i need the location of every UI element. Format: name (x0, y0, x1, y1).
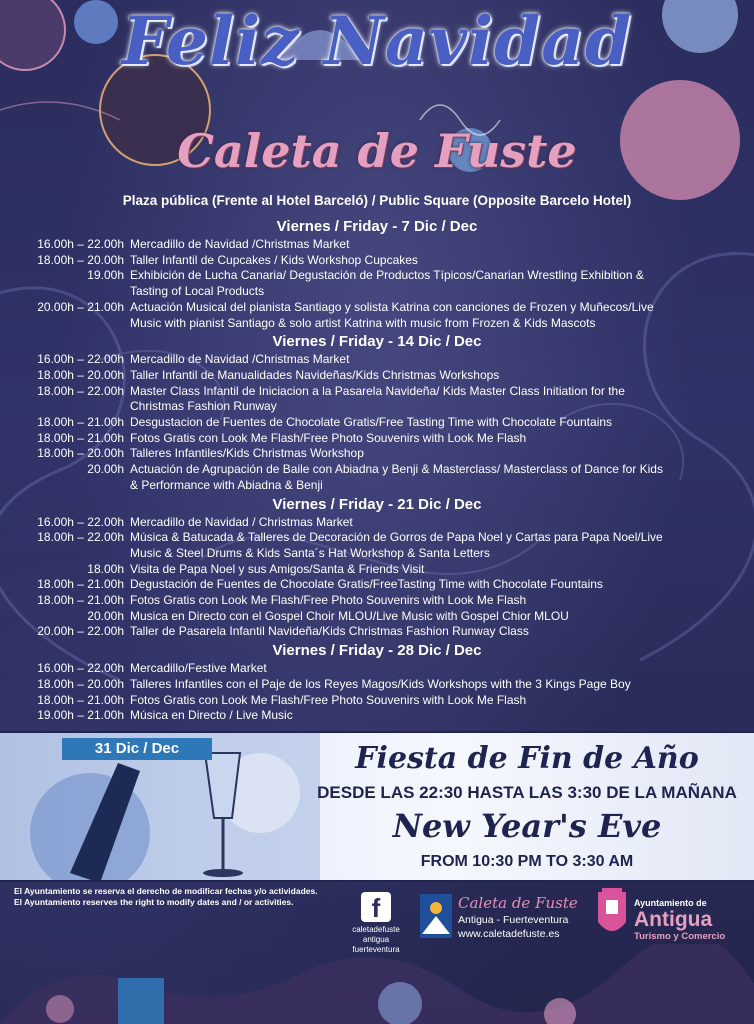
schedule-row (0, 577, 754, 593)
event-description: Fotos Gratis con Look Me Flash/Free Photo Souvenirs with Look Me Flash (130, 430, 527, 445)
event-time (0, 399, 130, 415)
poster-subtitle: Caleta de Fuste (177, 124, 577, 178)
event-description: Musica en Directo con el Gospel Choir MLOU/Live Music with Gospel Chior MLOU (130, 608, 569, 623)
event-description: Christmas Fashion Runway (130, 399, 277, 414)
facebook-handle-line: fuerteventura (352, 945, 400, 954)
schedule-row (0, 253, 754, 269)
footer (0, 884, 754, 1024)
event-time (0, 546, 130, 562)
caleta-place: Antigua - Fuerteventura (458, 914, 569, 926)
schedule-row (0, 284, 754, 300)
disclaimer-line: El Ayuntamiento reserves the right to modify dates and / or activities. (14, 897, 294, 907)
schedule-row (0, 316, 754, 332)
new-year-date-badge: 31 Dic / Dec (62, 738, 212, 760)
event-time: 18.00h – 22.00h (37, 530, 124, 545)
event-time: 20.00h (87, 462, 124, 477)
event-description: Música & Batucada & Talleres de Decoración de Gorros de Papa Noel y Cartas para Papa Noel/Live (130, 530, 663, 545)
schedule-row (0, 661, 754, 677)
caleta-website-link[interactable]: www.caletadefuste.es (458, 928, 560, 940)
event-time: 18.00h – 20.00h (37, 367, 124, 382)
event-time: 19.00h (87, 268, 124, 283)
antigua-line-3: Turismo y Comercio (634, 931, 726, 942)
event-time: 18.00h – 21.00h (37, 577, 124, 592)
event-time (0, 316, 130, 332)
event-description: Fotos Gratis con Look Me Flash/Free Photo Souvenirs with Look Me Flash (130, 593, 527, 608)
event-time: 16.00h – 22.00h (37, 661, 124, 676)
day-heading: Viernes / Friday - 21 Dic / Dec (272, 495, 482, 513)
event-description: Mercadillo de Navidad / Christmas Market (130, 514, 353, 529)
event-time: 20.00h – 22.00h (37, 624, 124, 639)
event-time: 16.00h – 22.00h (37, 514, 124, 529)
event-time: 18.00h – 20.00h (37, 252, 124, 267)
day-heading: Viernes / Friday - 14 Dic / Dec (272, 333, 482, 351)
schedule-row (0, 384, 754, 400)
event-description: Music with pianist Santiago & solo artist Katrina with music from Frozen & Kids Mascots (130, 315, 596, 330)
schedule-row (0, 462, 754, 478)
event-time: 18.00h – 20.00h (37, 446, 124, 461)
schedule-row (0, 693, 754, 709)
schedule-row (0, 562, 754, 578)
event-time: 18.00h – 22.00h (37, 383, 124, 398)
event-location: Plaza pública (Frente al Hotel Barceló) / Public Square (Opposite Barcelo Hotel) (122, 193, 632, 208)
event-description: Taller de Pasarela Infantil Navideña/Kids Christmas Fashion Runway Class (130, 624, 529, 639)
antigua-line-1: Ayuntamiento de (634, 898, 707, 908)
event-time: 18.00h – 21.00h (37, 593, 124, 608)
event-description: Mercadillo/Festive Market (130, 661, 267, 676)
schedule-row (0, 446, 754, 462)
schedule-row (0, 593, 754, 609)
event-time: 18.00h – 21.00h (37, 692, 124, 707)
event-time: 18.00h – 21.00h (37, 415, 124, 430)
event-description: Actuación de Agrupación de Baile con Abiadna y Benji & Masterclass/ Masterclass of Dance for Kids (130, 462, 663, 477)
caleta-mark-icon (420, 894, 452, 938)
event-time: 18.00h – 20.00h (37, 676, 124, 691)
schedule-row (0, 478, 754, 494)
event-description: Fotos Gratis con Look Me Flash/Free Photo Souvenirs with Look Me Flash (130, 692, 527, 707)
disclaimer-line: El Ayuntamiento se reserva el derecho de modificar fechas y/o actividades. (14, 886, 318, 896)
event-description: Music & Steel Drums & Kids Santa´s Hat Workshop & Santa Letters (130, 545, 490, 560)
schedule-row (0, 368, 754, 384)
event-description: Actuación Musical del pianista Santiago y solista Katrina con canciones de Frozen y Muñecos/Live (130, 299, 654, 314)
event-description: Mercadillo de Navidad /Christmas Market (130, 352, 350, 367)
caleta-de-fuste-logo (420, 892, 590, 942)
event-description: Mercadillo de Navidad /Christmas Market (130, 237, 350, 251)
schedule-row (0, 677, 754, 693)
header (0, 0, 754, 222)
event-time: 18.00h (87, 561, 124, 576)
disclaimer (14, 886, 318, 908)
new-year-title-en: New Year's Eve (392, 807, 662, 845)
poster-title: Feliz Navidad (121, 2, 633, 80)
schedule-row (0, 431, 754, 447)
event-description: Desgustacion de Fuentes de Chocolate Gratis/Free Tasting Time with Chocolate Fountains (130, 415, 613, 430)
schedule-row (0, 415, 754, 431)
schedule-row (0, 530, 754, 546)
facebook-handle-line: antigua (362, 935, 390, 944)
schedule-row (0, 399, 754, 415)
day-heading: Viernes / Friday - 7 Dic / Dec (276, 218, 478, 235)
event-time: 18.00h – 21.00h (37, 430, 124, 445)
event-description: Tasting of Local Products (130, 284, 265, 299)
schedule-row (0, 237, 754, 253)
new-year-banner (0, 731, 754, 882)
event-description: Exhibición de Lucha Canaria/ Degustación de Productos Típicos/Canarian Wrestling Exhibition & (130, 268, 644, 283)
day-heading: Viernes / Friday - 28 Dic / Dec (272, 642, 482, 660)
event-description: Talleres Infantiles/Kids Christmas Workshop (130, 446, 364, 461)
schedule (0, 216, 754, 724)
schedule-row (0, 708, 754, 724)
schedule-row (0, 352, 754, 368)
event-time: 20.00h (87, 608, 124, 623)
event-description: Visita de Papa Noel y sus Amigos/Santa & Friends Visit (130, 561, 425, 576)
ayuntamiento-antigua-logo (596, 888, 746, 948)
event-description: Master Class Infantil de Iniciacion a la Pasarela Navideña/ Kids Master Class Initiation for the (130, 383, 625, 398)
new-year-time-en: FROM 10:30 PM TO 3:30 AM (420, 853, 634, 870)
event-description: Taller Infantil de Manualidades Navideñas/Kids Christmas Workshops (130, 367, 500, 382)
antigua-line-2: Antigua (634, 908, 713, 931)
new-year-time-es: DESDE LAS 22:30 HASTA LAS 3:30 DE LA MAÑANA (317, 783, 737, 802)
event-description: Degustación de Fuentes de Chocolate Gratis/FreeTasting Time with Chocolate Fountains (130, 577, 603, 592)
facebook-handle-line: caletadefuste (352, 925, 400, 934)
schedule-row (0, 624, 754, 640)
schedule-row (0, 300, 754, 316)
event-time: 19.00h – 21.00h (37, 708, 124, 723)
schedule-row (0, 546, 754, 562)
new-year-title-es: Fiesta de Fin de Año (355, 741, 699, 776)
schedule-row (0, 609, 754, 625)
event-time (0, 284, 130, 300)
antigua-shield-icon (596, 888, 628, 942)
schedule-row (0, 515, 754, 531)
event-time (0, 478, 130, 494)
event-time: 16.00h – 22.00h (37, 352, 124, 367)
facebook-icon: f (361, 892, 391, 922)
event-description: Taller Infantil de Cupcakes / Kids Workshop Cupcakes (130, 252, 418, 267)
schedule-row (0, 268, 754, 284)
event-description: Música en Directo / Live Music (130, 708, 293, 723)
event-time: 16.00h – 22.00h (37, 237, 124, 251)
bottom-decoration (0, 944, 754, 1024)
caleta-name: Caleta de Fuste (458, 894, 578, 912)
event-description: Talleres Infantiles con el Paje de los Reyes Magos/Kids Workshops with the 3 Kings Page Boy (130, 676, 631, 691)
event-description: & Performance with Abiadna & Benji (130, 477, 323, 492)
event-time: 20.00h – 21.00h (37, 299, 124, 314)
